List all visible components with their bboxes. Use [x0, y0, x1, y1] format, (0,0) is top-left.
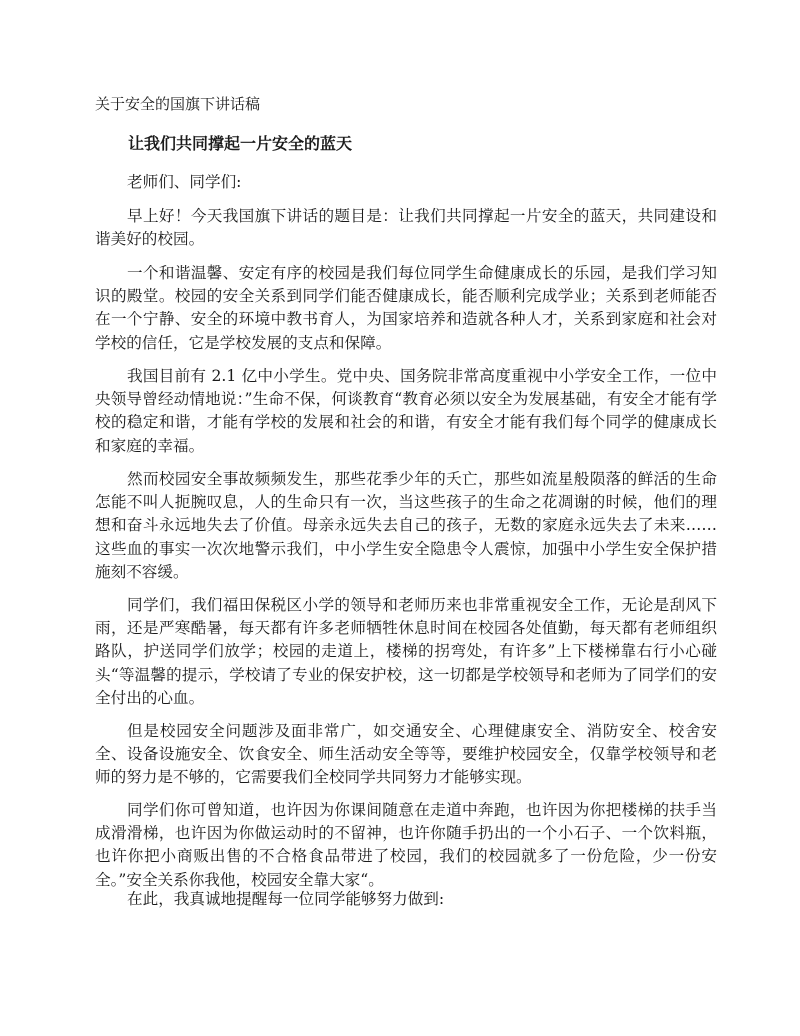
greeting-paragraph: 老师们、同学们:	[127, 173, 242, 191]
body-paragraph: 我国目前有 2.1 亿中小学生。党中央、国务院非常高度重视中小学安全工作，一位中央领导曾经动情地说：”生命不保，何谈教育“教育必须以安全为发展基础，有安全才能有学校的稳定和谐，才能有学校的发展和社会的和谐，有安全才能有我们每个同学的健康成长和家庭的幸福。	[95, 367, 717, 455]
body-paragraph: 一个和谐温馨、安定有序的校园是我们每位同学生命健康成长的乐园，是我们学习知识的殿堂。校园的安全关系到同学们能否健康成长，能否顺利完成学业；关系到老师能否在一个宁静、安全的环境中教书育人，为国家培养和造就各种人才，关系到家庭和社会对学校的信任，它是学校发展的支点和保障。	[95, 264, 717, 352]
body-paragraph: 同学们你可曾知道，也许因为你课间随意在走道中奔跑，也许因为你把楼梯的扶手当成滑滑梯，也许因为你做运动时的不留神，也许你随手扔出的一个小石子、一个饮料瓶，也许你把小商贩出售的不合格食品带进了校园，我们的校园就多了一份危险，少一份安全。”安全关系你我他，校园安全靠大家“。	[95, 801, 717, 889]
body-paragraph: 同学们，我们福田保税区小学的领导和老师历来也非常重视安全工作，无论是刮风下雨，还是严寒酷暑，每天都有许多老师牺牲休息时间在校园各处值勤，每天都有老师组织路队，护送同学们放学；校园的走道上，楼梯的拐弯处，有许多”上下楼梯靠右行小心碰头“等温馨的提示，学校请了专业的保安护校，这一切都是学校领导和老师为了同学们的安全付出的心血。	[95, 596, 717, 707]
document-title: 关于安全的国旗下讲话稿	[95, 95, 261, 113]
body-paragraph: 然而校园安全事故频频发生，那些花季少年的夭亡，那些如流星般陨落的鲜活的生命怎能不叫人扼腕叹息，人的生命只有一次，当这些孩子的生命之花凋谢的时候，他们的理想和奋斗永远地失去了价值。母亲永远失去自己的孩子，无数的家庭永远失去了未来……这些血的事实一次次地警示我们，中小学生安全隐患令人震惊，加强中小学生安全保护措施刻不容缓。	[95, 470, 717, 581]
body-paragraph: 早上好！今天我国旗下讲话的题目是：让我们共同撑起一片安全的蓝天，共同建设和谐美好的校园。	[95, 207, 717, 249]
body-paragraph: 但是校园安全问题涉及面非常广，如交通安全、心理健康安全、消防安全、校舍安全、设备设施安全、饮食安全、师生活动安全等等，要维护校园安全，仅靠学校领导和老师的努力是不够的，它需要我们全校同学共同努力才能够实现。	[95, 722, 717, 787]
speech-headline: 让我们共同撑起一片安全的蓝天	[128, 134, 353, 153]
body-paragraph: 在此，我真诚地提醒每一位同学能够努力做到:	[127, 890, 445, 908]
